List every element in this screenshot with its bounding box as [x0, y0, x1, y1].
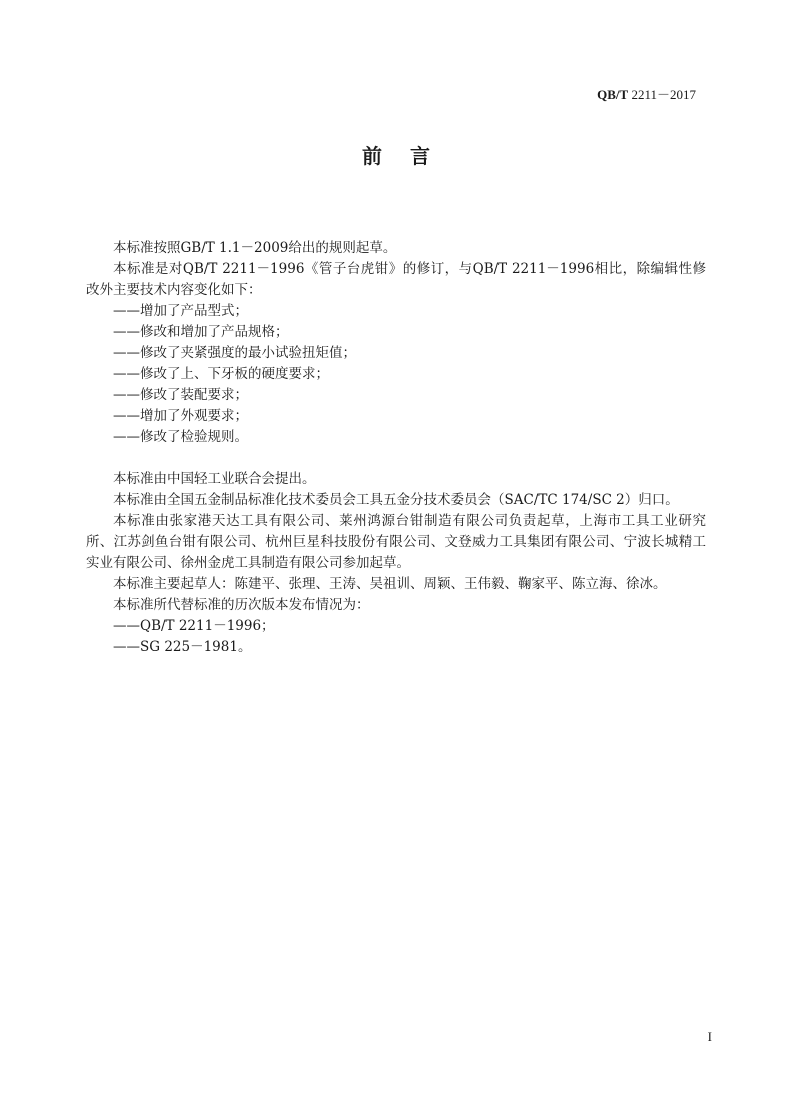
standard-code-number: 2211－2017: [631, 87, 696, 102]
paragraph-gap: [86, 448, 706, 469]
page-title: 前言: [362, 144, 458, 168]
paragraph-committee: 本标准由全国五金制品标准化技术委员会工具五金分技术委员会（SAC/TC 174/SC 2）归口。: [113, 492, 679, 508]
paragraph-history-intro: 本标准所代替标准的历次版本发布情况为：: [113, 597, 370, 613]
standard-code: [597, 84, 696, 103]
paragraph-drafting-rules: 本标准按照GB/T 1.1－2009给出的规则起草。: [113, 240, 397, 256]
paragraph-drafting-units: 本标准由张家港天达工具有限公司、莱州鸿源台钳制造有限公司负责起草，上海市工具工业研究所、江苏剑鱼台钳有限公司、杭州巨星科技股份有限公司、文登威力工具集团有限公司、宁波长城精工实业有限公司、徐州金虎工具制造有限公司参加起草。: [86, 513, 706, 571]
history-item: ——QB/T 2211－1996；: [113, 618, 275, 634]
page-number: I: [707, 1029, 712, 1044]
change-item: ——增加了外观要求；: [113, 408, 248, 424]
standard-code-prefix: QB/T: [597, 87, 629, 102]
change-item: ——修改了夹紧强度的最小试验扭矩值；: [113, 345, 356, 361]
paragraph-proposer: 本标准由中国轻工业联合会提出。: [113, 471, 316, 487]
change-item: ——修改和增加了产品规格；: [113, 324, 289, 340]
change-item: ——修改了检验规则。: [113, 429, 248, 445]
paragraph-revision: 本标准是对QB/T 2211－1996《管子台虎钳》的修订，与QB/T 2211－1996相比，除编辑性修改外主要技术内容变化如下：: [86, 261, 706, 298]
change-item: ——修改了装配要求；: [113, 387, 248, 403]
history-item: ——SG 225－1981。: [113, 639, 252, 655]
change-item: ——修改了上、下牙板的硬度要求；: [113, 366, 329, 382]
change-item: ——增加了产品型式；: [113, 303, 248, 319]
paragraph-drafters: 本标准主要起草人：陈建平、张理、王涛、吴祖训、周颖、王伟毅、鞠家平、陈立海、徐冰。: [113, 576, 667, 592]
document-body: [86, 238, 706, 658]
